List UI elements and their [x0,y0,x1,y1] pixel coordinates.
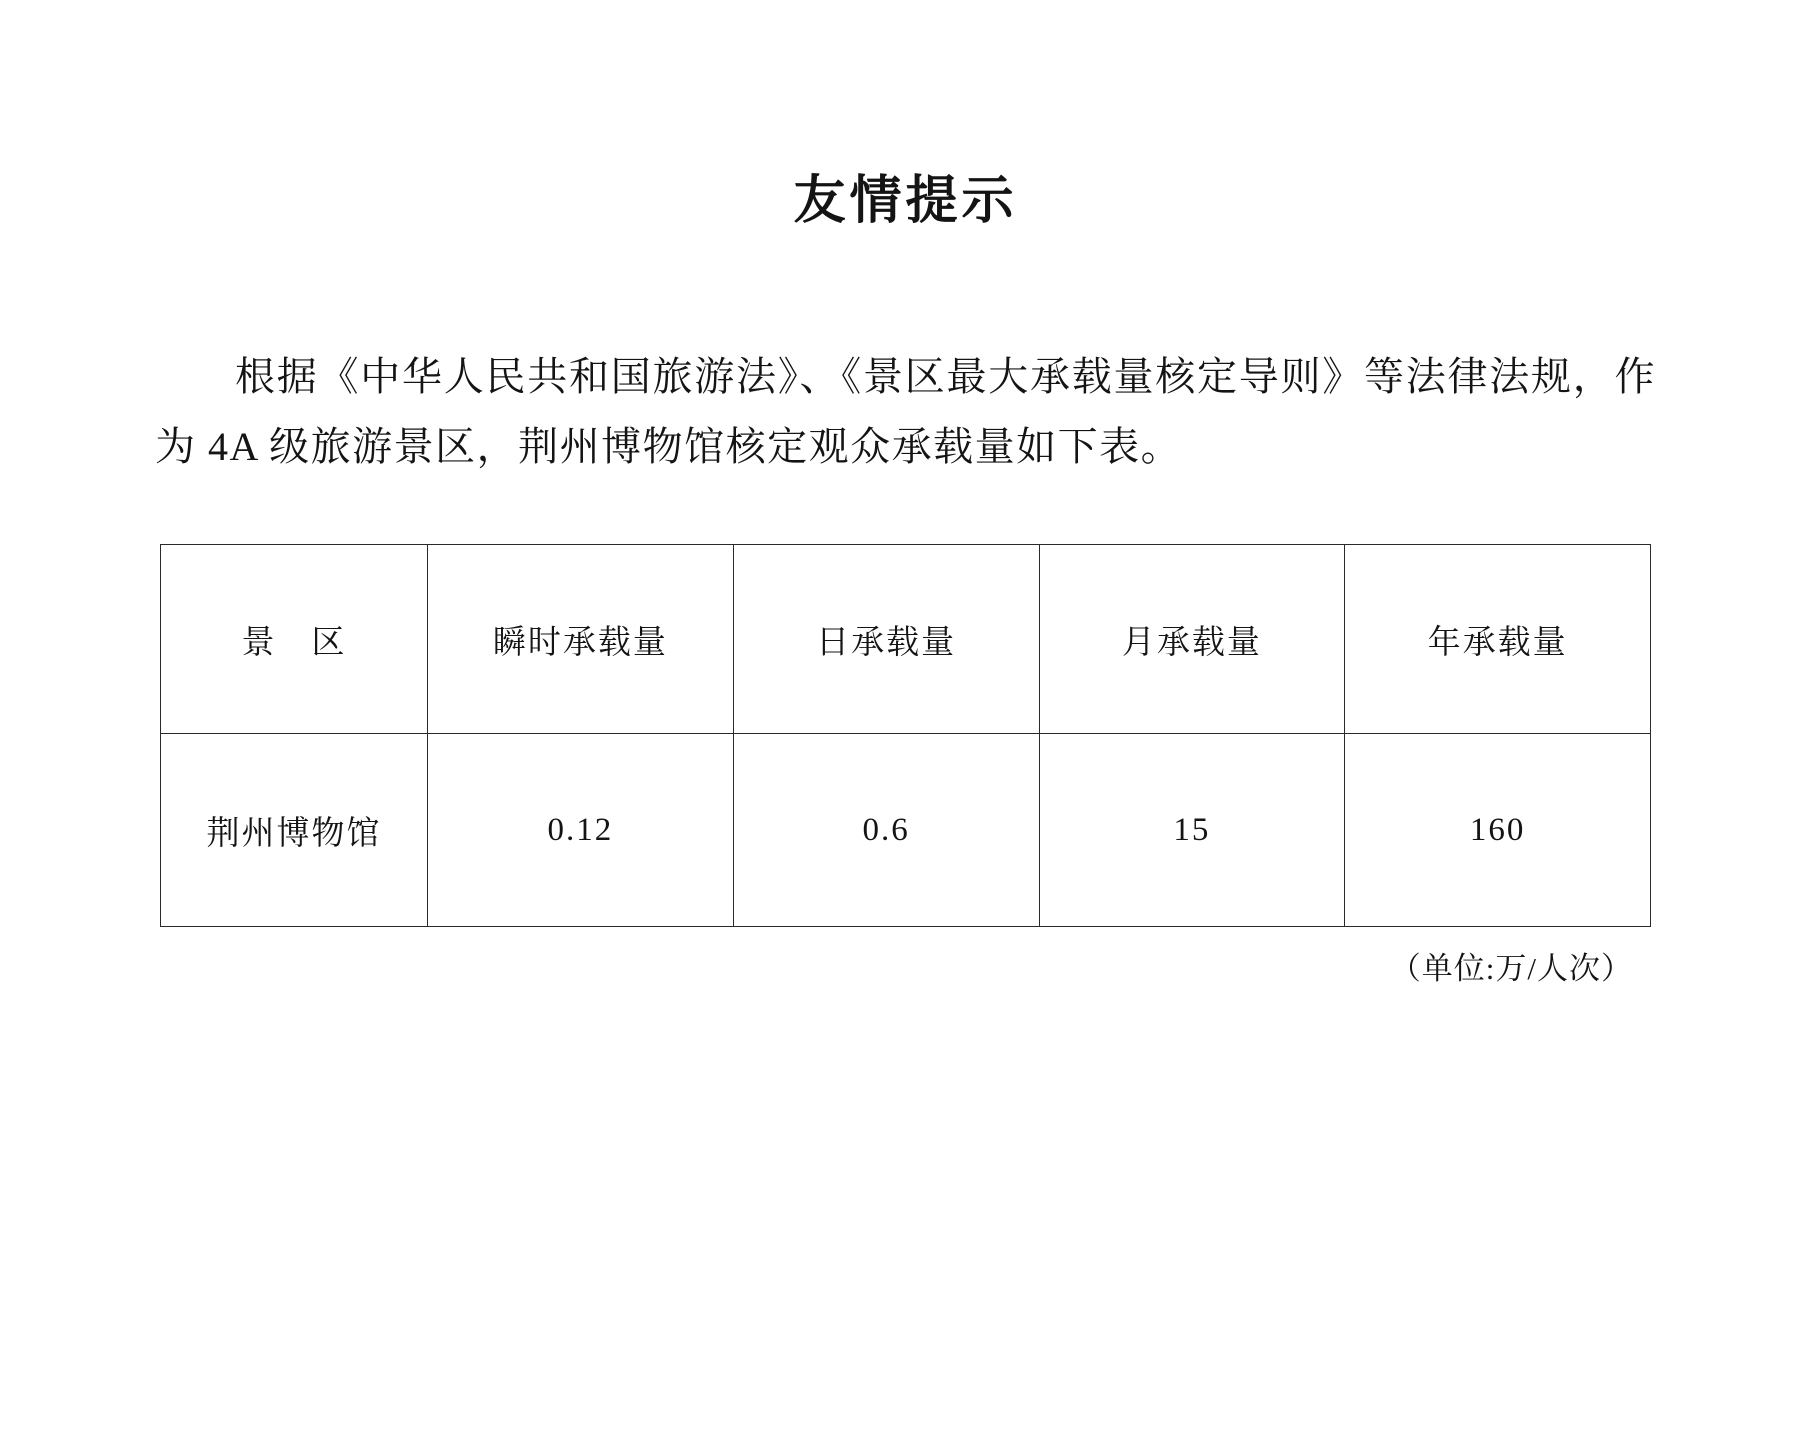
table-header-cell-scenic-area: 景 区 [161,545,428,734]
table-cell-monthly-capacity: 15 [1039,734,1345,927]
table-row [161,734,1651,927]
capacity-table-wrapper [150,544,1661,988]
table-cell-yearly-capacity: 160 [1345,734,1651,927]
table-header-cell-yearly-capacity: 年承载量 [1345,545,1651,734]
table-header-cell-daily-capacity: 日承载量 [733,545,1039,734]
table-header-cell-instant-capacity: 瞬时承载量 [428,545,734,734]
document-page [0,170,1811,1450]
table-cell-scenic-area-name: 荆州博物馆 [161,734,428,927]
intro-paragraph: 根据《中华人民共和国旅游法》、《景区最大承载量核定导则》等法律法规，作为 4A 级旅游景区，荆州博物馆核定观众承载量如下表。 [155,354,1656,470]
page-title: 友情提示 [793,170,1018,231]
capacity-table [160,544,1651,927]
table-cell-daily-capacity: 0.6 [733,734,1039,927]
unit-note: （单位:万/人次） [1389,951,1633,987]
table-header-row [161,545,1651,734]
table-header-cell-monthly-capacity: 月承载量 [1039,545,1345,734]
table-cell-instant-capacity: 0.12 [428,734,734,927]
